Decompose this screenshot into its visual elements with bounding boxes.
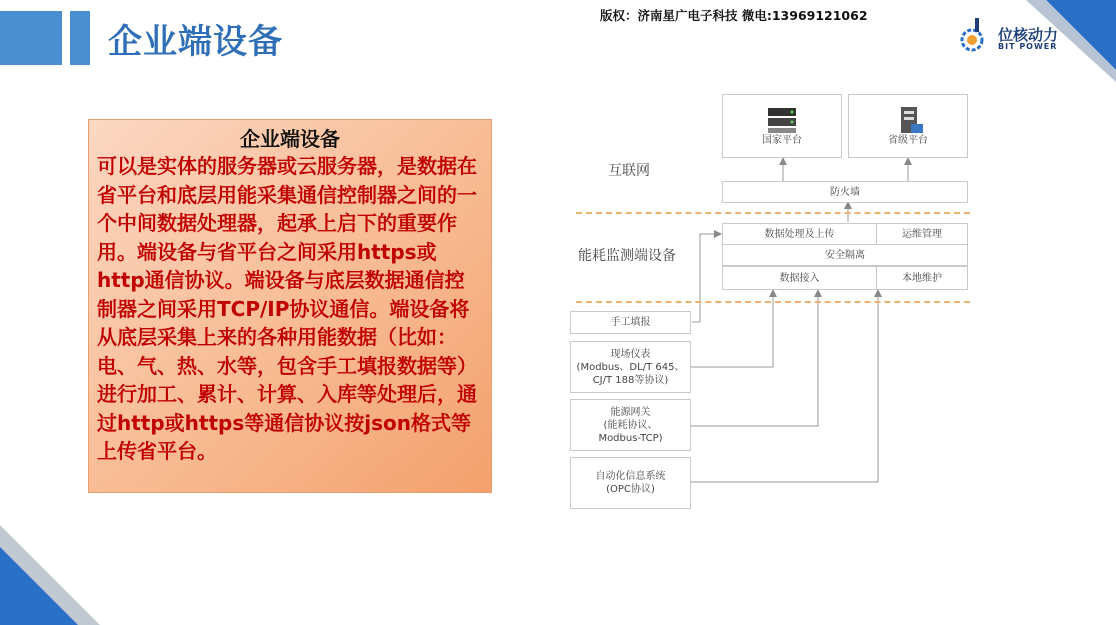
data-processing-node: 数据处理及上传 (722, 223, 877, 245)
security-isolation-node: 安全隔离 (722, 244, 968, 266)
logo-icon (958, 16, 998, 56)
copyright-text: 版权：济南星广电子科技 微电:13969121062 (600, 8, 868, 23)
page-title: 企业端设备 (108, 22, 283, 62)
automation-system-node: 自动化信息系统 (OPC协议) (570, 457, 691, 509)
national-platform-label: 国家平台 (762, 134, 802, 146)
manual-entry-node: 手工填报 (570, 311, 691, 334)
header-accent-bar (0, 11, 62, 65)
corner-decoration-top-right (1026, 0, 1116, 90)
field-meter-node: 现场仪表 (Modbus、DL/T 645、 CJ/T 188等协议) (570, 341, 691, 393)
corner-decoration-bottom-left (0, 525, 110, 625)
description-box (88, 119, 492, 493)
local-maintenance-node: 本地维护 (876, 266, 968, 290)
server-icon (765, 106, 799, 134)
data-access-node: 数据接入 (722, 266, 877, 290)
national-platform-node (722, 94, 842, 158)
zone-divider-top (576, 212, 970, 214)
provincial-platform-node (848, 94, 968, 158)
server-tower-icon (891, 106, 925, 134)
firewall-node: 防火墙 (722, 181, 968, 203)
zone-divider-bottom (576, 301, 970, 303)
logo-name-cn: 位核动力 (998, 26, 1059, 44)
logo-name-en: BIT POWER (998, 42, 1058, 51)
header-accent-bar-small (70, 11, 90, 65)
architecture-diagram (568, 88, 974, 520)
energy-gateway-node: 能源网关 (能耗协议、 Modbus-TCP) (570, 399, 691, 451)
device-zone-label: 能耗监测端设备 (578, 248, 676, 264)
provincial-platform-label: 省级平台 (888, 134, 928, 146)
internet-zone-label: 互联网 (608, 163, 650, 179)
description-title: 企业端设备 (240, 127, 340, 151)
description-body: 可以是实体的服务器或云服务器，是数据在省平台和底层用能采集通信控制器之间的一个中间数据处理器，起承上启下的重要作用。端设备与省平台之间采用https或http通信协议。端设备与底层数据通信控制器之间采用TCP/IP协议通信。端设备将从底层采集上来的各种用能数据（比如：电、气、热、水等，包含手工填报数据等）进行加工、累计、计算、入库等处理后，通过http或https等通信协议按json格式等上传省平台。 (97, 154, 477, 463)
ops-management-node: 运维管理 (876, 223, 968, 245)
